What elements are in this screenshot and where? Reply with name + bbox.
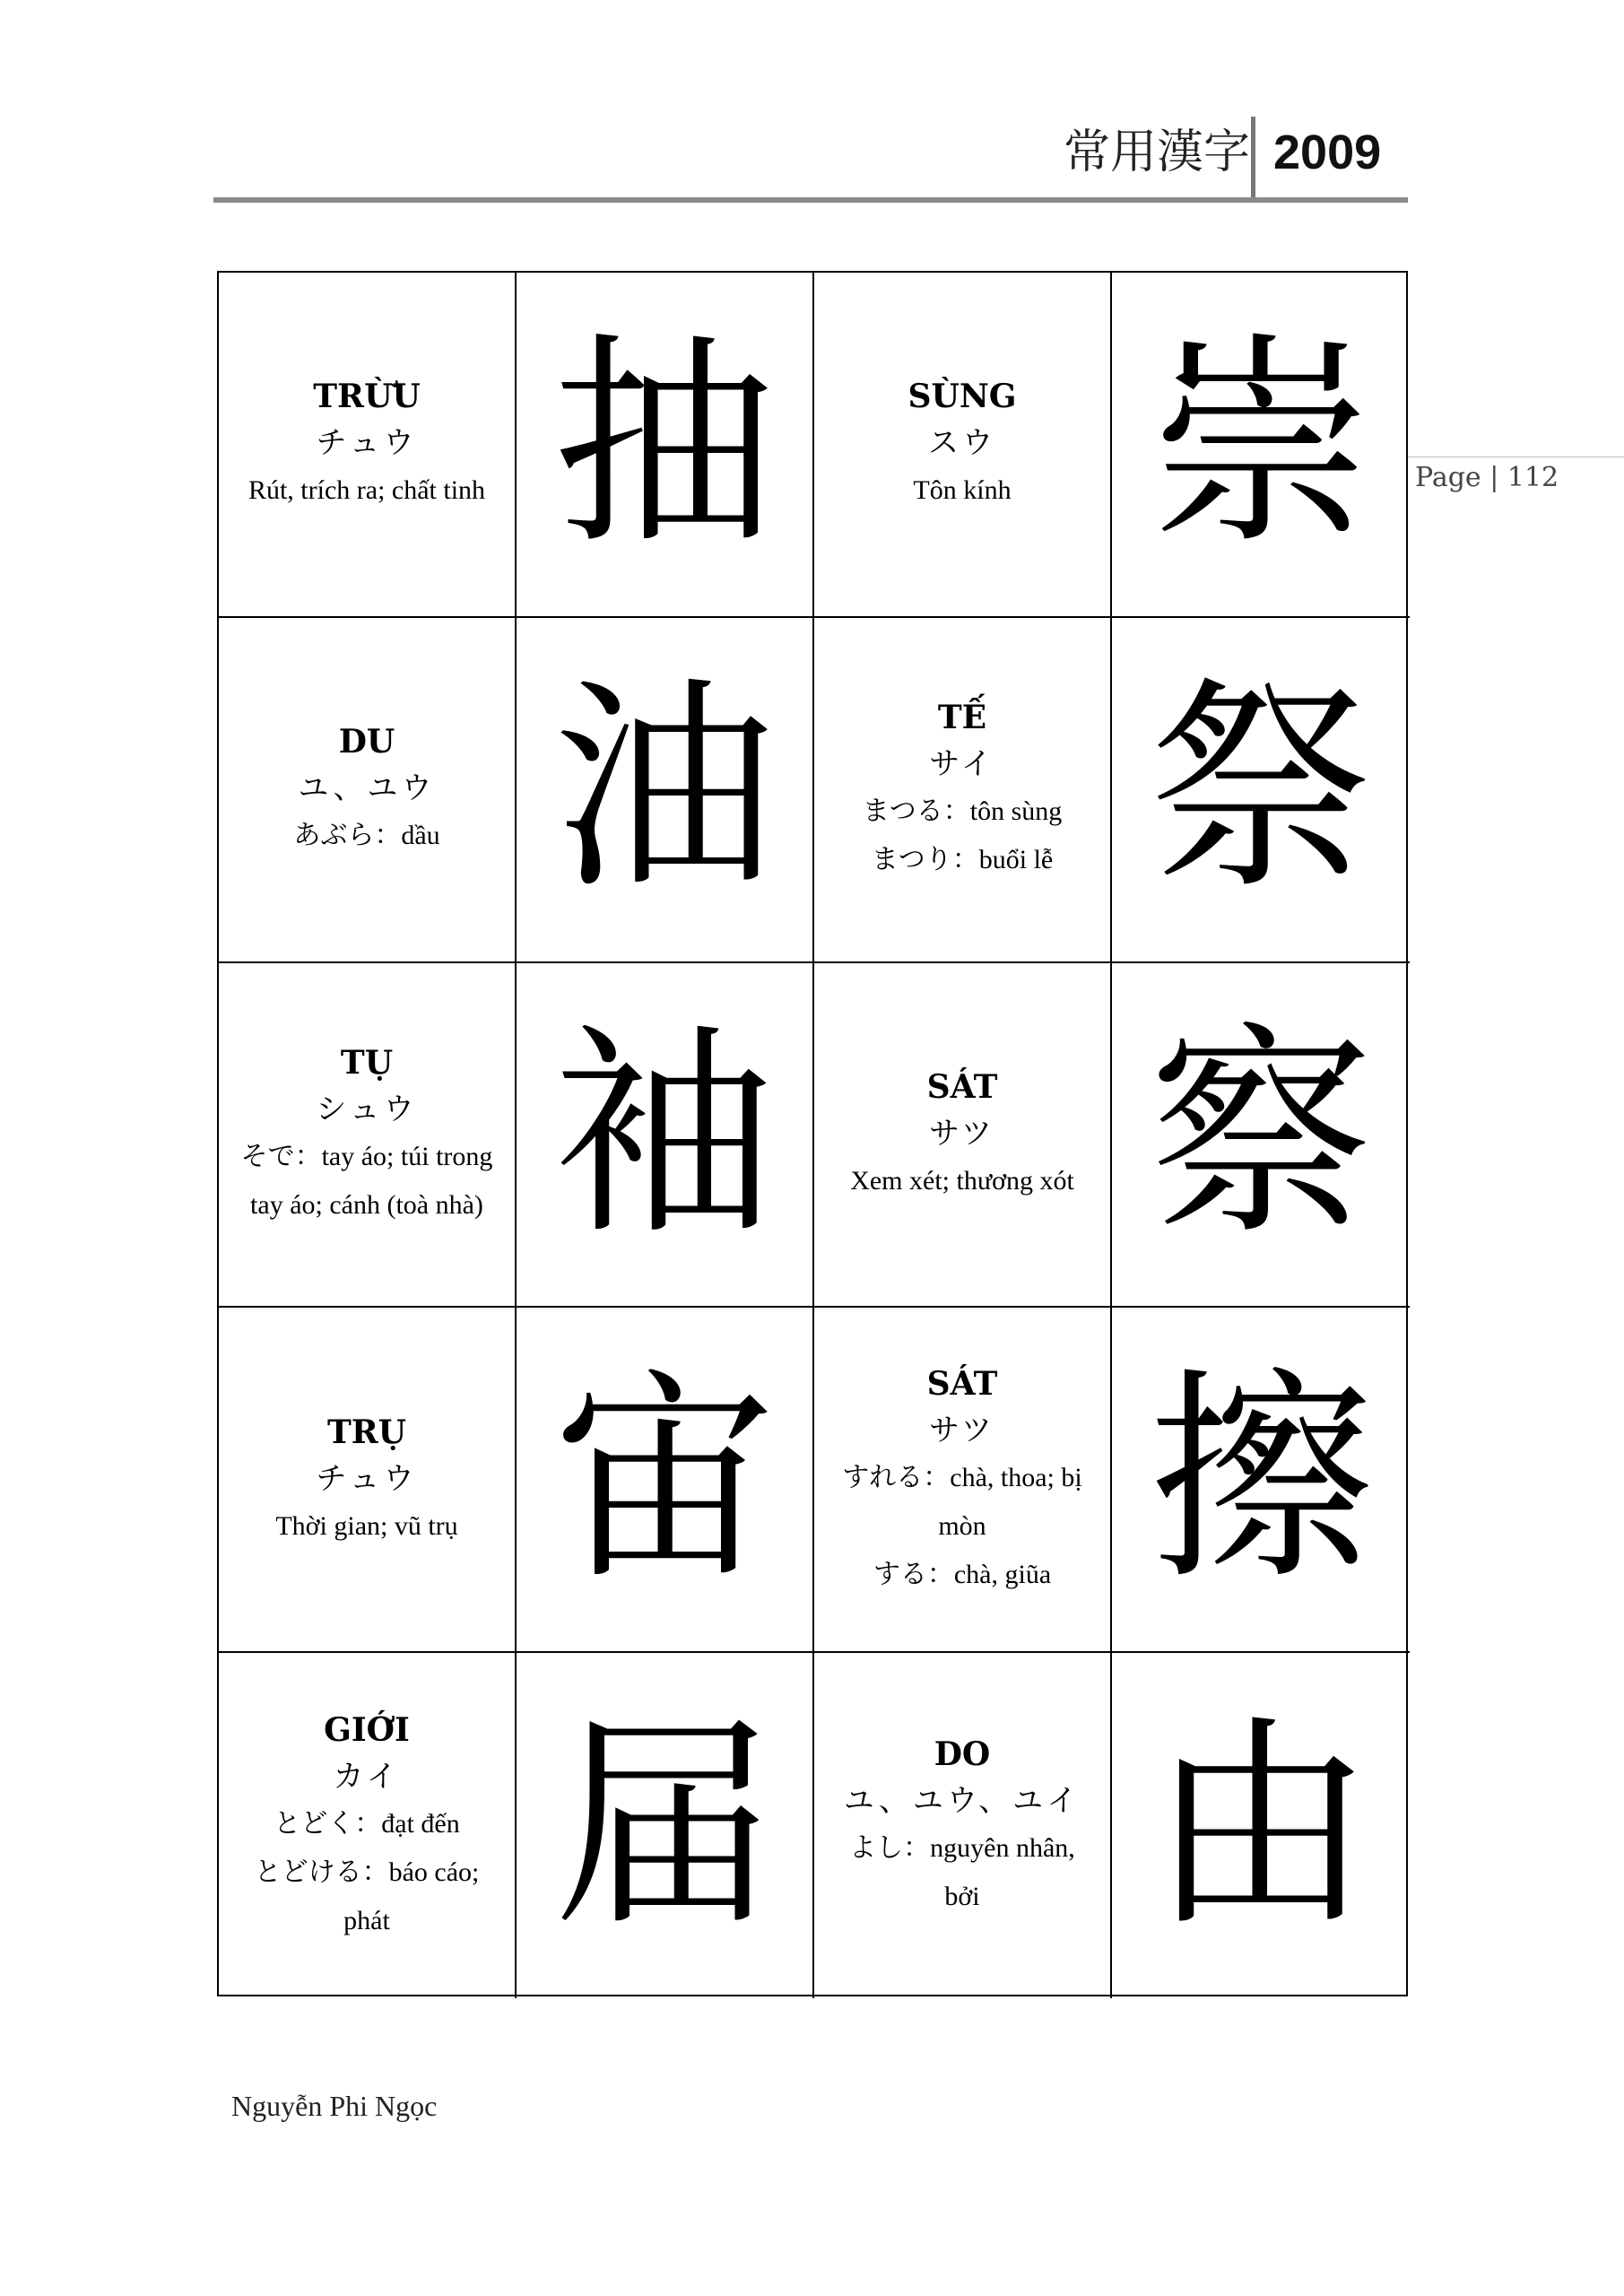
meaning-line: そで：tay áo; túi trong	[240, 1141, 493, 1171]
kanji-glyph-cell	[517, 963, 814, 1309]
on-reading-kana: シュウ	[316, 1091, 418, 1127]
kanji-glyph-cell	[1112, 1308, 1410, 1653]
meaning-line: bởi	[944, 1881, 980, 1911]
kanji-character: 届	[552, 1694, 777, 1956]
kanji-glyph-cell	[1112, 618, 1410, 963]
kanji-info-cell	[219, 1653, 517, 1998]
kanji-character: 由	[1149, 1694, 1373, 1956]
meaning-line: とどく：đạt đến	[274, 1808, 460, 1839]
kanji-glyph-cell	[517, 1308, 814, 1653]
header-separator	[1251, 117, 1255, 199]
kanji-glyph-cell	[1112, 1653, 1410, 1998]
sino-vietnamese-reading: TẾ	[937, 699, 987, 737]
kanji-glyph-cell	[517, 273, 814, 618]
on-reading-kana: サツ	[929, 1115, 995, 1152]
kanji-info-cell	[219, 618, 517, 963]
kanji-character: 袖	[552, 1003, 777, 1265]
kanji-glyph-cell	[1112, 273, 1410, 618]
kanji-character: 察	[1149, 1003, 1373, 1265]
meaning-line: Xem xét; thương xót	[850, 1165, 1074, 1196]
kanji-glyph-cell	[517, 618, 814, 963]
meaning-line: まつり：buổi lễ	[871, 845, 1054, 875]
kanji-info-cell	[814, 963, 1112, 1309]
on-reading-kana: チュウ	[316, 1460, 418, 1497]
meaning-line: phát	[343, 1905, 390, 1935]
kanji-character: 油	[552, 658, 777, 920]
meaning-line: あぶら：dầu	[293, 821, 440, 851]
header-year: 2009	[1273, 126, 1382, 179]
on-reading-kana: スウ	[928, 425, 996, 462]
kanji-info-cell	[219, 963, 517, 1309]
sino-vietnamese-reading: GIỚI	[324, 1710, 410, 1749]
kanji-character: 宙	[552, 1348, 777, 1610]
kanji-character: 崇	[1149, 313, 1373, 575]
on-reading-kana: ユ、ユウ	[298, 770, 436, 807]
meaning-line: Tôn kính	[913, 475, 1012, 506]
kanji-info-cell	[814, 273, 1112, 618]
sino-vietnamese-reading: SÙNG	[908, 378, 1017, 416]
meaning-line: すれる：chà, thoa; bị	[842, 1462, 1082, 1492]
sino-vietnamese-reading: SÁT	[926, 1067, 998, 1106]
kanji-character: 祭	[1149, 658, 1373, 920]
on-reading-kana: サツ	[929, 1412, 995, 1448]
sino-vietnamese-reading: TỤ	[340, 1043, 394, 1082]
sino-vietnamese-reading: DO	[934, 1735, 991, 1773]
header-rule	[213, 197, 1408, 203]
on-reading-kana: ユ、ユウ、ユイ	[843, 1782, 1081, 1819]
sino-vietnamese-reading: TRỪU	[313, 378, 421, 416]
on-reading-kana: チュウ	[316, 425, 418, 462]
footer-author: Nguyễn Phi Ngọc	[231, 2090, 438, 2122]
sino-vietnamese-reading: DU	[338, 723, 395, 761]
meaning-line: まつる：tôn sùng	[862, 796, 1063, 827]
on-reading-kana: サイ	[929, 746, 995, 783]
meaning-line: Thời gian; vũ trụ	[275, 1510, 458, 1541]
sino-vietnamese-reading: TRỤ	[326, 1413, 407, 1451]
meaning-line: する：chà, giũa	[873, 1559, 1052, 1589]
meaning-line: mòn	[938, 1510, 986, 1541]
meaning-line: とどける：báo cáo;	[254, 1857, 480, 1887]
meaning-line: Rút, trích ra; chất tinh	[248, 475, 486, 506]
on-reading-kana: カイ	[333, 1758, 401, 1795]
sino-vietnamese-reading: SÁT	[926, 1364, 998, 1403]
page-number: Page | 112	[1415, 462, 1559, 493]
kanji-info-cell	[814, 1653, 1112, 1998]
kanji-glyph-cell	[1112, 963, 1410, 1309]
kanji-character: 擦	[1149, 1348, 1373, 1610]
kanji-info-cell	[219, 1308, 517, 1653]
kanji-info-cell	[814, 618, 1112, 963]
kanji-glyph-cell	[517, 1653, 814, 1998]
kanji-info-cell	[219, 273, 517, 618]
kanji-grid	[217, 271, 1408, 1996]
meaning-line: よし：nguyên nhân,	[849, 1832, 1075, 1863]
meaning-line: tay áo; cánh (toà nhà)	[250, 1189, 483, 1220]
kanji-character: 抽	[552, 313, 777, 575]
kanji-info-cell	[814, 1308, 1112, 1653]
header-title: 常用漢字	[1063, 126, 1250, 179]
